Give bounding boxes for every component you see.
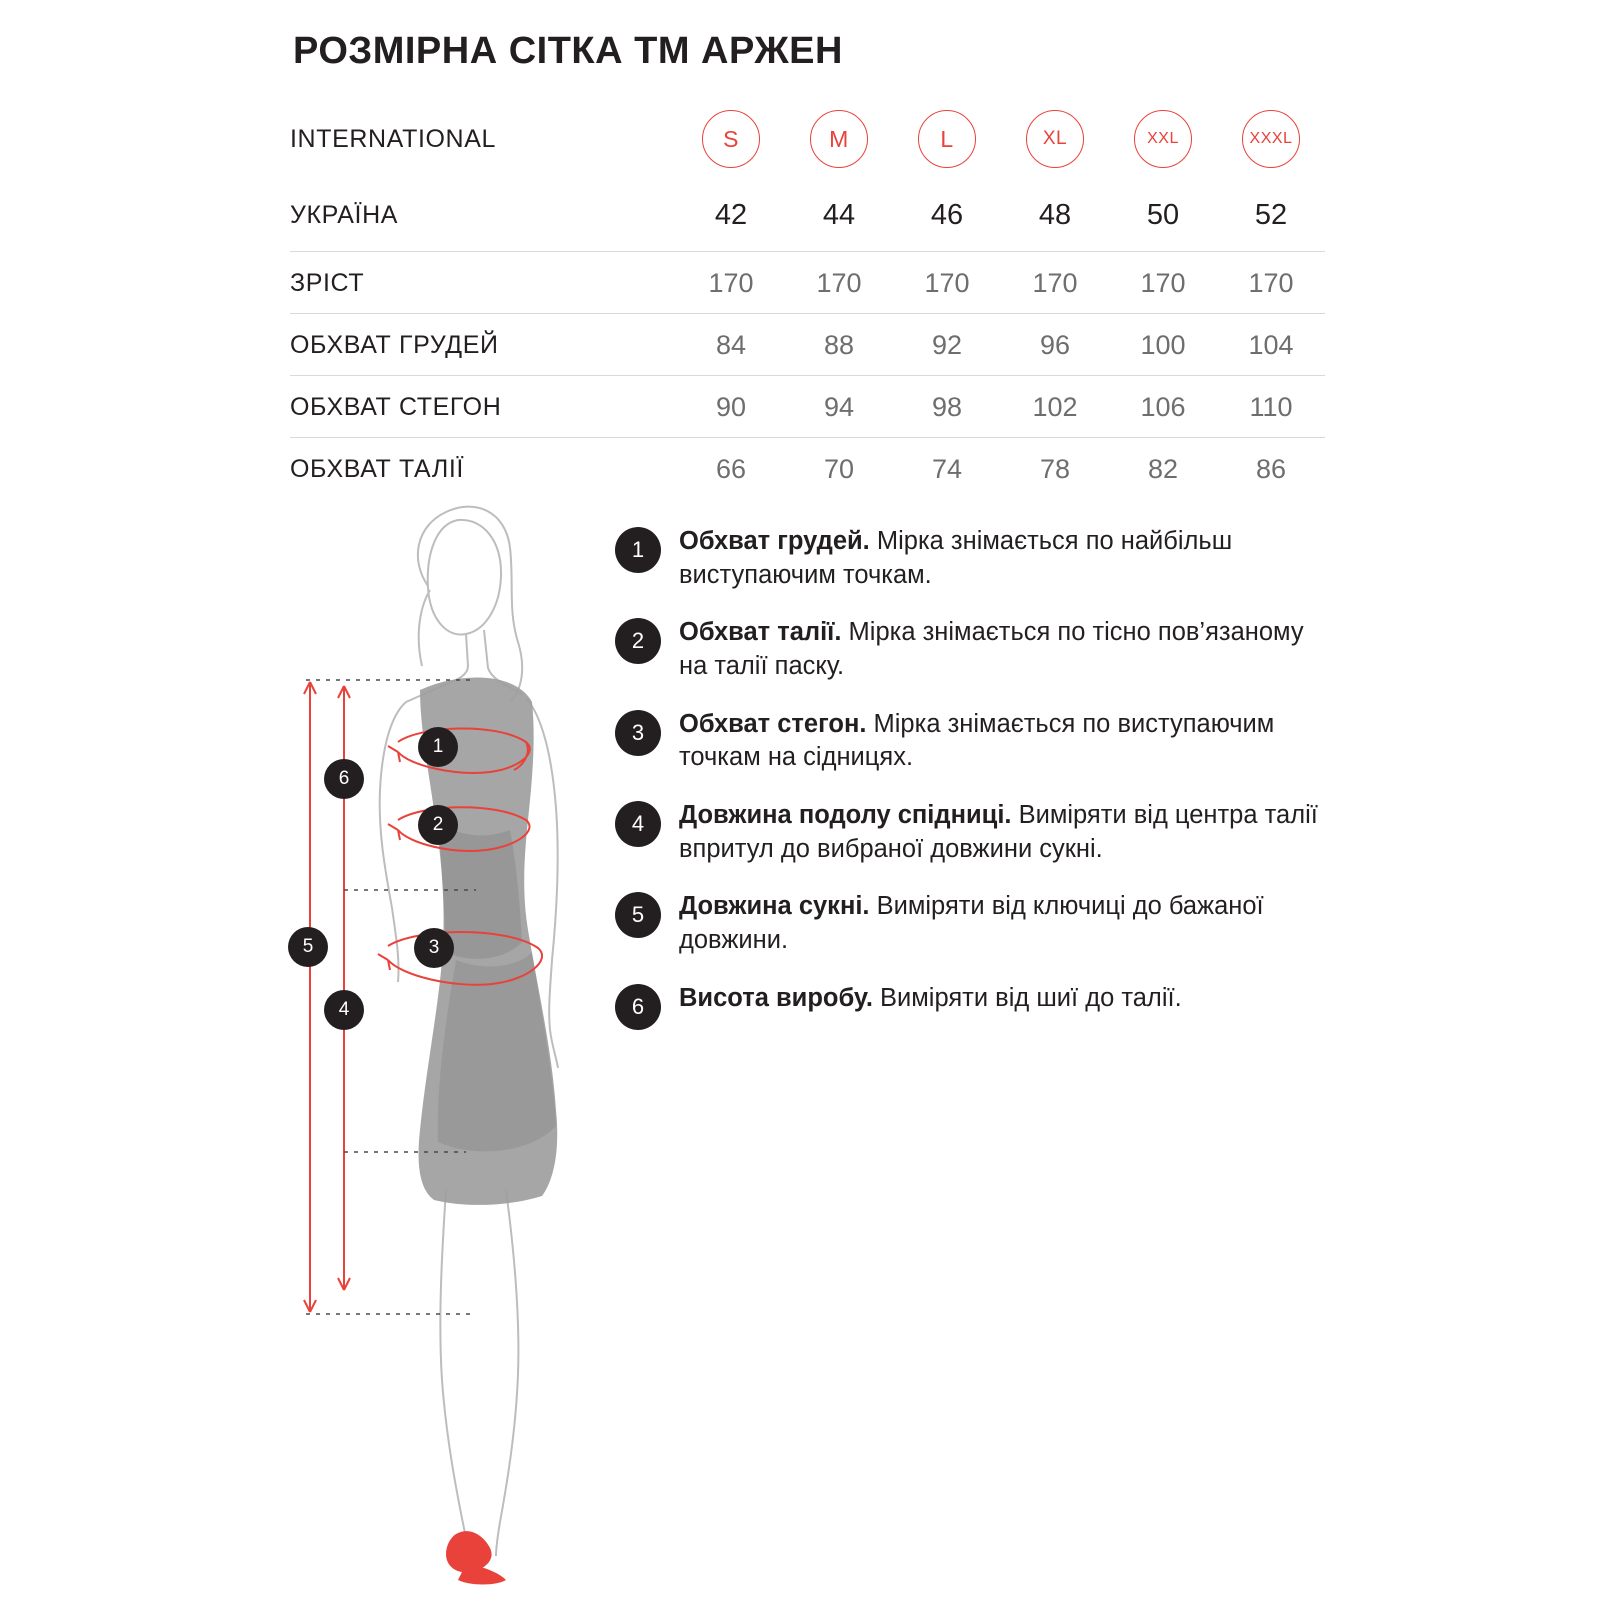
row-label: ОБХВАТ СТЕГОН	[290, 392, 502, 421]
measurement-legend	[615, 525, 1335, 1054]
table-cell: 52	[1254, 198, 1288, 231]
figure-marker-3: 3	[414, 928, 454, 968]
legend-badge-5: 5	[615, 892, 661, 938]
figure-marker-6: 6	[324, 759, 364, 799]
size-cell	[1217, 110, 1325, 168]
row-cells	[677, 268, 1325, 299]
legend-body-3: Мірка знімається по виступаючим точкам на сідницях.	[679, 709, 1275, 772]
legend-title-1: Обхват грудей.	[679, 527, 870, 555]
legend-text-2	[679, 616, 1335, 683]
legend-body-2: Мірка знімається по тісно пов’язаному на талії паску.	[679, 618, 1304, 680]
size-badge-xl: XL	[1026, 110, 1084, 168]
model-illustration	[270, 490, 630, 1590]
table-row-height	[290, 252, 1325, 314]
legend-badge-3: 3	[615, 710, 661, 756]
row-label: УКРАЇНА	[290, 200, 398, 229]
size-badge-xxl: XXL	[1134, 110, 1192, 168]
legend-body-1: Мірка знімається по найбільш виступаючим точкам.	[679, 527, 1233, 589]
table-cell: 170	[816, 267, 862, 298]
table-row-ukraine	[290, 178, 1325, 252]
legend-title-5: Довжина сукні.	[679, 892, 870, 921]
legend-text-3	[679, 708, 1335, 775]
legend-text-1	[679, 525, 1335, 592]
figure-marker-2: 2	[418, 805, 458, 845]
row-cells	[677, 199, 1325, 232]
table-cell: 82	[1147, 453, 1179, 484]
table-cell: 102	[1032, 391, 1078, 422]
row-label: ОБХВАТ ТАЛІЇ	[290, 454, 464, 483]
table-row-bust	[290, 314, 1325, 376]
table-cell: 170	[1140, 267, 1186, 298]
row-label: INTERNATIONAL	[290, 124, 496, 153]
table-cell: 66	[715, 453, 747, 484]
size-badge-s: S	[702, 110, 760, 168]
size-cell	[785, 110, 893, 168]
table-cell: 42	[714, 198, 748, 231]
row-label: ОБХВАТ ГРУДЕЙ	[290, 330, 499, 359]
size-table	[290, 100, 1325, 500]
legend-badge-1: 1	[615, 527, 661, 573]
table-cell: 106	[1140, 391, 1186, 422]
table-cell: 48	[1038, 198, 1072, 231]
row-cells	[677, 110, 1325, 168]
legend-text-6	[679, 982, 1182, 1016]
legend-item-6	[615, 982, 1335, 1030]
table-cell: 50	[1146, 198, 1180, 231]
row-cells	[677, 330, 1325, 361]
table-cell: 78	[1039, 453, 1071, 484]
size-badge-xxxl: XXXL	[1242, 110, 1300, 168]
legend-title-6: Висота виробу.	[679, 983, 873, 1012]
table-cell: 88	[823, 329, 855, 360]
figure-marker-4: 4	[324, 990, 364, 1030]
legend-title-4: Довжина подолу спідниці.	[679, 800, 1012, 829]
table-cell: 44	[822, 198, 856, 231]
legend-text-5	[679, 890, 1335, 957]
legend-body-6: Виміряти від шиї до талії.	[872, 983, 1182, 1012]
legend-item-5	[615, 890, 1335, 957]
size-cell	[1109, 110, 1217, 168]
table-cell: 170	[924, 267, 970, 298]
table-cell: 92	[931, 329, 963, 360]
table-cell: 90	[715, 391, 747, 422]
table-row-hips	[290, 376, 1325, 438]
table-cell: 98	[931, 391, 963, 422]
size-cell	[677, 110, 785, 168]
row-label: ЗРІСТ	[290, 268, 365, 297]
figure-marker-5: 5	[288, 927, 328, 967]
table-cell: 46	[930, 198, 964, 231]
size-badge-m: M	[810, 110, 868, 168]
legend-item-4	[615, 799, 1335, 866]
legend-item-3	[615, 708, 1335, 775]
legend-text-4	[679, 799, 1335, 866]
legend-badge-4: 4	[615, 801, 661, 847]
size-cell	[893, 110, 1001, 168]
size-cell	[1001, 110, 1109, 168]
table-cell: 110	[1249, 391, 1293, 422]
table-cell: 84	[715, 329, 747, 360]
table-cell: 86	[1255, 453, 1287, 484]
legend-body-4: Виміряти від центра талії впритул до вибраної довжини сукні.	[679, 800, 1318, 863]
page-title: РОЗМІРНА СІТКА ТМ АРЖЕН	[293, 30, 843, 72]
table-cell: 100	[1140, 329, 1186, 360]
legend-item-2	[615, 616, 1335, 683]
figure-marker-1: 1	[418, 727, 458, 767]
legend-body-5: Виміряти від ключиці до бажаної довжини.	[679, 892, 1264, 954]
model-figure-svg	[270, 490, 630, 1590]
table-cell: 94	[823, 391, 855, 422]
table-cell: 170	[708, 267, 754, 298]
table-row-international	[290, 100, 1325, 178]
table-cell: 104	[1248, 329, 1294, 360]
row-cells	[677, 392, 1325, 423]
row-cells	[677, 454, 1325, 485]
table-cell: 70	[823, 453, 855, 484]
legend-title-3: Обхват стегон.	[679, 709, 867, 738]
legend-badge-6: 6	[615, 984, 661, 1030]
legend-badge-2: 2	[615, 618, 661, 664]
table-cell: 74	[931, 453, 963, 484]
table-cell: 170	[1032, 267, 1078, 298]
size-badge-l: L	[918, 110, 976, 168]
table-cell: 96	[1039, 329, 1071, 360]
legend-title-2: Обхват талії.	[679, 618, 842, 647]
table-cell: 170	[1248, 267, 1294, 298]
legend-item-1	[615, 525, 1335, 592]
